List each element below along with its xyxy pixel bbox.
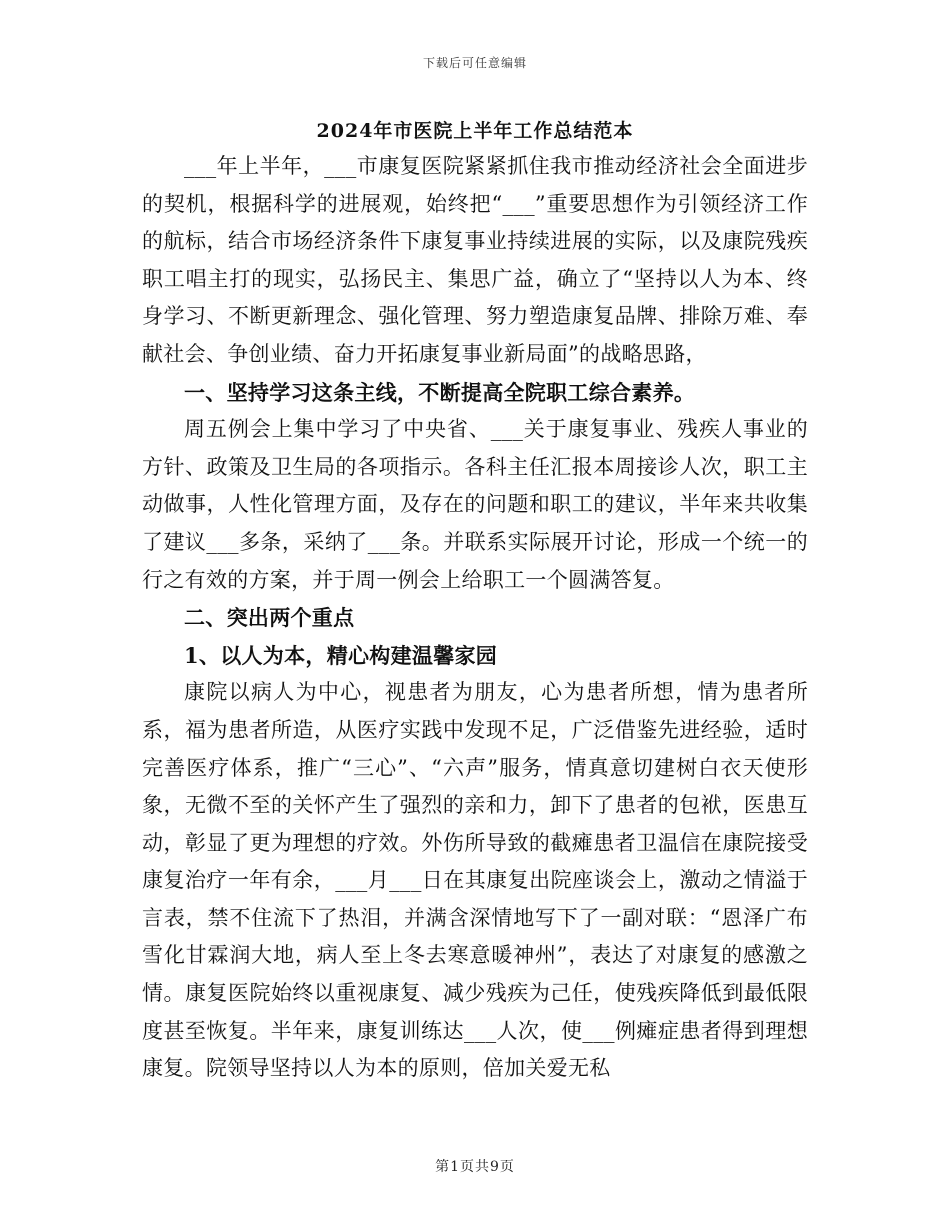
subsection-heading-1: 1、以人为本，精心构建温馨家园 xyxy=(184,642,498,668)
paragraph-patient-care: 康院以病人为中心，视患者为朋友，心为患者所想，情为患者所系，福为患者所造，从医疗实践中发现不足，广泛借鉴先进经验，适时完善医疗体系，推广“三心”、“六声”服务，情真意切建树白衣天使形象，无微不至的关怀产生了强烈的亲和力，卸下了患者的包袱，医患互动，彰显了更为理想的疗效。外伤所导致的截瘫患者卫温信在康院接受康复治疗一年有余，___月___日在其康复出院座谈会上，激动之情溢于言表，禁不住流下了热泪，并满含深情地写下了一副对联：“恩泽广布雪化甘霖润大地，病人至上冬去寒意暖神州”，表达了对康复的感激之情。康复医院始终以重视康复、减少残疾为己任，使残疾降低到最低限度甚至恢复。半年来，康复训练达___人次，使___例瘫症患者得到理想康复。院领导坚持以人为本的原则，倍加关爱无私 xyxy=(142,680,808,1081)
section-heading-1: 一、坚持学习这条主线，不断提高全院职工综合素养。 xyxy=(184,379,696,405)
paragraph-intro: ___年上半年，___市康复医院紧紧抓住我市推动经济社会全面进步的契机，根据科学的进展观，始终把“___”重要思想作为引领经济工作的航标，结合市场经济条件下康复事业持续进展的实际，以及康院残疾职工唱主打的现实，弘扬民主、集思广益，确立了“坚持以人为本、终身学习、不断更新理念、强化管理、努力塑造康复品牌、排除万难、奉献社会、争创业绩、奋力开拓康复事业新局面”的战略思路， xyxy=(142,154,808,366)
paragraph-study: 周五例会上集中学习了中央省、___关于康复事业、残疾人事业的方针、政策及卫生局的各项指示。各科主任汇报本周接诊人次，职工主动做事，人性化管理方面，及存在的问题和职工的建议，半年来共收集了建议___多条，采纳了___条。并联系实际展开讨论，形成一个统一的行之有效的方案，并于周一例会上给职工一个圆满答复。 xyxy=(142,417,808,592)
section-heading-2: 二、突出两个重点 xyxy=(184,605,355,631)
document-body xyxy=(142,148,808,1088)
document-title: 2024年市医院上半年工作总结范本 xyxy=(316,120,634,142)
page-number: 第1页共9页 xyxy=(435,1159,515,1175)
header-note: 下载后可任意编辑 xyxy=(422,56,527,70)
